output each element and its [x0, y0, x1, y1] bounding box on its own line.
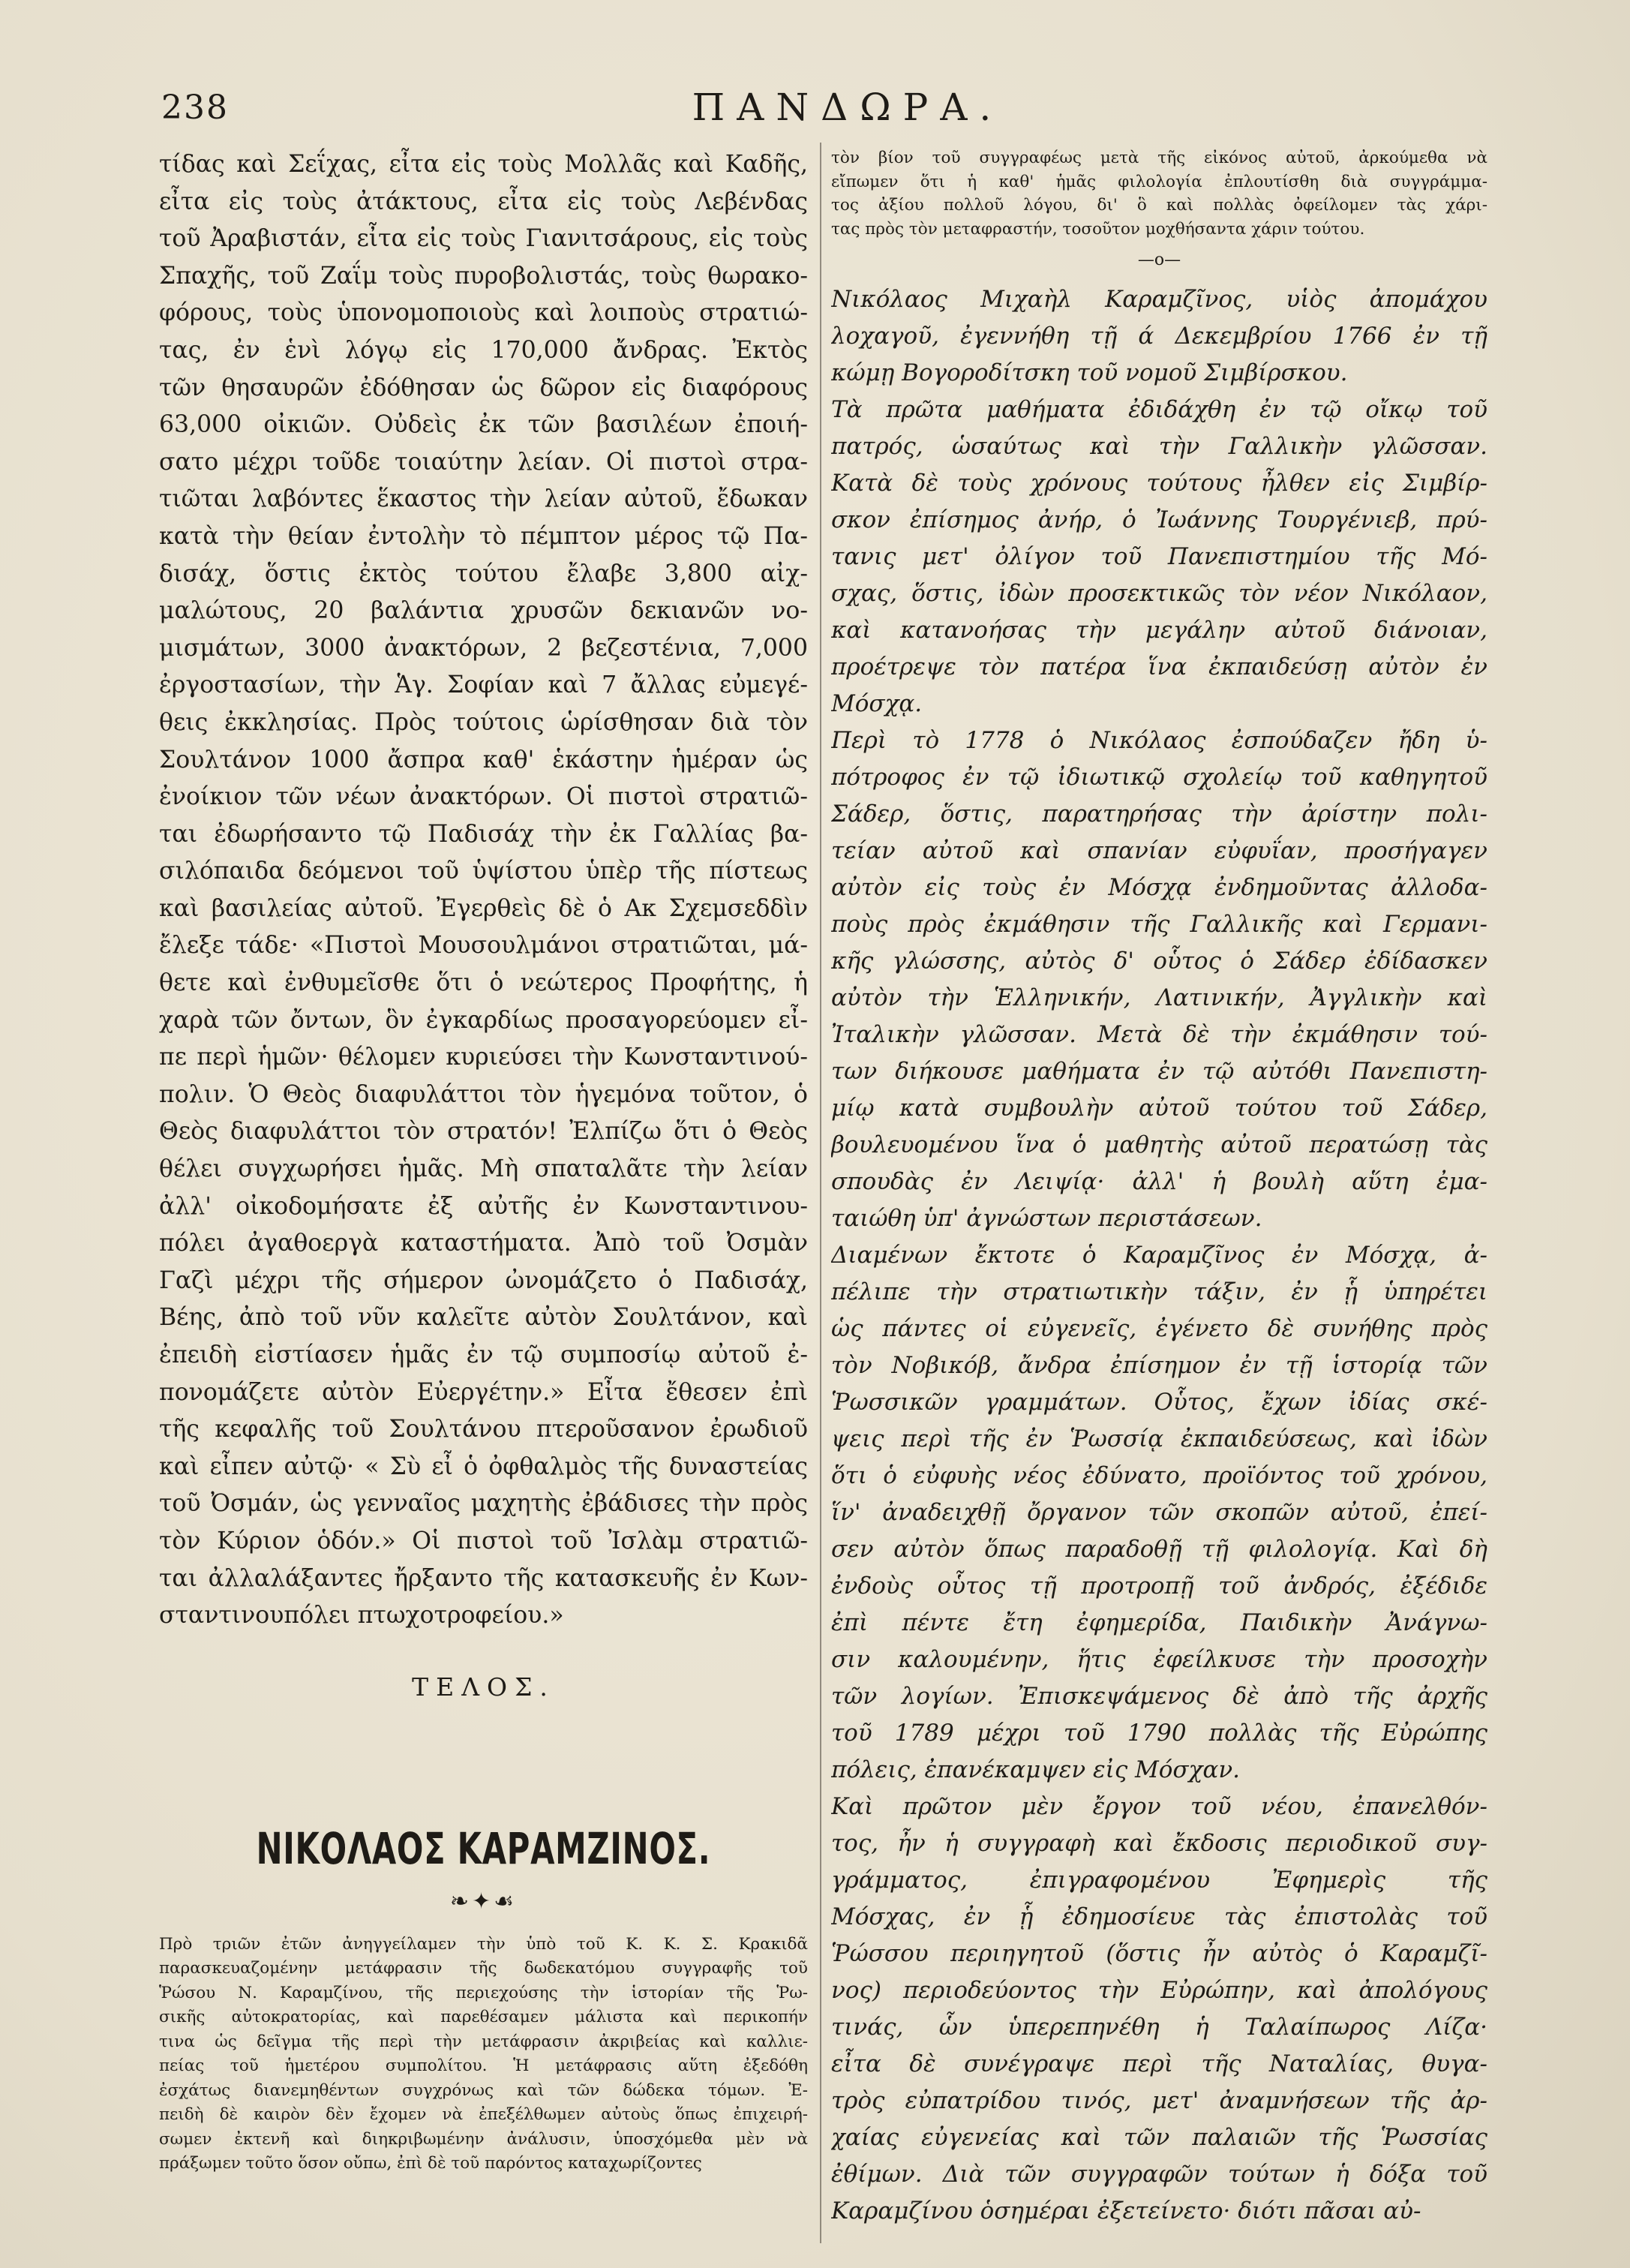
text-line: καὶ βασιλείας αὐτοῦ. Ἐγερθεὶς δὲ ὁ Ακ Σχεμσεδδὶν — [159, 894, 808, 922]
text-line: προέτρεψε τὸν πατέρα ἵνα ἐκπαιδεύσῃ αὐτὸν ἐν — [831, 653, 1487, 680]
text-line: 63,000 οἰκιῶν. Οὐδεὶς ἐκ τῶν βασιλέων ἐποιή- — [159, 411, 808, 439]
left-body-text — [159, 146, 808, 1635]
text-line: κώμῃ Βογοροδίτσκη τοῦ νομοῦ Σιμβίρσκου. — [831, 359, 1348, 386]
text-line: Μόσχᾳ. — [831, 690, 923, 717]
text-line: σιν καλουμένην, ἥτις ἐφείλκυσε τὴν προσοχὴν — [831, 1646, 1487, 1673]
text-line: ποὺς πρὸς ἐκμάθησιν τῆς Γαλλικῆς καὶ Γερμανι- — [831, 911, 1487, 938]
text-line: αὐτὸν εἰς τοὺς ἐν Μόσχᾳ ἐνδημοῦντας ἀλλοδα- — [831, 874, 1487, 901]
text-line: πράξωμεν τοῦτο ὅσον οὔπω, ἐπὶ δὲ τοῦ παρόντος καταχωρίζοντες — [159, 2154, 702, 2173]
text-line: ἐνοίκιον τῶν νέων ἀνακτόρων. Οἱ πιστοὶ στρατιῶ- — [159, 783, 808, 811]
text-line: δισάχ, ὅστις ἐκτὸς τούτου ἔλαβε 3,800 αἰχ- — [159, 560, 808, 587]
text-line: Σπαχῆς, τοῦ Ζαΐμ τοὺς πυροβολιστάς, τοὺς θωρακο- — [159, 262, 808, 290]
text-line: πείας τοῦ ἡμετέρου συμπολίτου. Ἡ μετάφρασις αὕτη ἐξεδόθη — [159, 2056, 808, 2076]
text-line: παρασκευαζομένην μετάφρασιν τῆς δωδεκατόμου συγγραφῆς τοῦ — [159, 1959, 808, 1978]
left-column — [159, 146, 808, 2176]
text-line: γράμματος, ἐπιγραφομένου Ἐφημερὶς τῆς — [831, 1867, 1487, 1894]
text-line: Γαζὶ μέχρι τῆς σήμερον ὠνομάζετο ὁ Παδισάχ, — [159, 1266, 808, 1294]
text-line: Μόσχας, ἐν ᾗ ἐδημοσίευε τὰς ἐπιστολὰς τοῦ — [831, 1903, 1487, 1930]
text-line: Ῥώσου Ν. Καραμζίνου, τῆς περιεχούσης τὴν ἱστορίαν τῆς Ῥω- — [159, 1983, 808, 2002]
text-line: τὸν Νοβικόβ, ἄνδρα ἐπίσημον ἐν τῇ ἱστορίᾳ τῶν — [831, 1352, 1487, 1379]
text-line: λοχαγοῦ, ἐγεννήθη τῇ ά Δεκεμβρίου 1766 ἐν τῇ — [831, 323, 1487, 350]
intro-text — [159, 1933, 808, 2176]
ornament-icon: ❧✦☙ — [449, 1888, 518, 1915]
text-line: εἶτα εἰς τοὺς ἀτάκτους, εἶτα εἰς τοὺς Λεβένδας — [159, 188, 808, 215]
text-line: ψεις περὶ τῆς ἐν Ῥωσσίᾳ ἐκπαιδεύσεως, καὶ ἰδὼν — [831, 1425, 1487, 1452]
text-line: Περὶ τὸ 1778 ὁ Νικόλαος ἐσπούδαζεν ἤδη ὑ- — [831, 727, 1487, 754]
text-line: πολιν. Ὁ Θεὸς διαφυλάττοι τὸν ἡγεμόνα τοῦτον, ὁ — [159, 1080, 808, 1108]
text-line: σικῆς αὐτοκρατορίας, καὶ παρεθέσαμεν μάλιστα καὶ περικοπήν — [159, 2008, 808, 2027]
text-line: πότροφος ἐν τῷ ἰδιωτικῷ σχολείῳ τοῦ καθηγητοῦ — [831, 764, 1487, 791]
text-line: Κατὰ δὲ τοὺς χρόνους τούτους ἦλθεν εἰς Σιμβίρ- — [831, 470, 1487, 497]
text-line: μαλώτους, 20 βαλάντια χρυσῶν δεκιανῶν νο- — [159, 597, 808, 625]
text-line: σεν αὐτὸν ὅπως παραδοθῇ τῇ φιλολογίᾳ. Καὶ δὴ — [831, 1536, 1487, 1563]
text-line: τῶν θησαυρῶν ἐδόθησαν ὡς δῶρον εἰς διαφόρους — [159, 374, 808, 401]
text-line: σωμεν ἐκτενῆ καὶ διηκριβωμένην ἀνάλυσιν, ὑποσχόμεθα μὲν νὰ — [159, 2129, 808, 2149]
text-line: Τὰ πρῶτα μαθήματα ἐδιδάχθη ἐν τῷ οἴκῳ τοῦ — [831, 396, 1487, 423]
text-line: τὸν Κύριον ὁδόν.» Οἱ πιστοὶ τοῦ Ἰσλὰμ στρατιῶ- — [159, 1527, 808, 1555]
text-line: φόρους, τοὺς ὑπονομοποιοὺς καὶ λοιποὺς στρατιώ- — [159, 299, 808, 327]
text-line: μισμάτων, 3000 ἀνακτόρων, 2 βεζεστένια, 7,000 — [159, 634, 808, 662]
text-line: σταντινουπόλει πτωχοτροφείου.» — [159, 1602, 564, 1630]
text-line: τος ἀξίου πολλοῦ λόγου, δι' ὃ καὶ πολλὰς ὀφείλομεν τὰς χάρι- — [831, 196, 1487, 215]
text-line: καὶ κατανοήσας τὴν μεγάλην αὐτοῦ διάνοιαν, — [831, 617, 1487, 644]
text-line: κατὰ τὴν θείαν ἐντολὴν τὸ πέμπτον μέρος τῷ Πα- — [159, 522, 808, 550]
text-line: τινα ὡς δεῖγμα τῆς περὶ τὴν μετάφρασιν ἀκριβείας καὶ καλλιε- — [159, 2032, 808, 2051]
text-line: κῆς γλώσσης, αὐτὸς δ' οὗτος ὁ Σάδερ ἐδίδασκεν — [831, 948, 1487, 975]
text-line: μίῳ κατὰ συμβουλὴν αὐτοῦ τούτου τοῦ Σάδερ, — [831, 1095, 1487, 1122]
text-line: αὐτὸν τὴν Ἑλληνικήν, Λατινικήν, Ἀγγλικὴν καὶ — [831, 984, 1487, 1011]
text-line: τινάς, ὧν ὑπερεπηνέθη ἡ Ταλαίπωρος Λίζα· — [831, 2014, 1487, 2041]
text-line: Πρὸ τριῶν ἐτῶν ἀνηγγείλαμεν τὴν ὑπὸ τοῦ Κ. Κ. Σ. Κρακιδᾶ — [159, 1934, 808, 1954]
text-line: ἀλλ' οἰκοδομήσατε ἐξ αὐτῆς ἐν Κωνσταντινου- — [159, 1192, 808, 1220]
text-line: Βέης, ἀπὸ τοῦ νῦν καλεῖτε αὐτὸν Σουλτάνον, καὶ — [159, 1304, 808, 1332]
text-line: Σουλτάνον 1000 ἄσπρα καθ' ἑκάστην ἡμέραν ὡς — [159, 746, 808, 774]
text-line: τίδας καὶ Σεΐχας, εἶτα εἰς τοὺς Μολλᾶς καὶ Καδῆς, — [159, 151, 808, 178]
text-line: ἐσχάτως διανεμηθέντων συγχρόνως καὶ τῶν δώδεκα τόμων. Ἐ- — [159, 2080, 808, 2100]
text-line: ἐνδοὺς οὗτος τῇ προτροπῇ τοῦ ἀνδρός, ἐξέδιδε — [831, 1573, 1487, 1600]
text-line: ἵν' ἀναδειχθῇ ὄργανον τῶν σκοπῶν αὐτοῦ, ἐπεί- — [831, 1499, 1487, 1526]
text-line: πέλιπε τὴν στρατιωτικὴν τάξιν, ἐν ᾗ ὑπηρέτει — [831, 1278, 1487, 1305]
running-head: ΠΑΝΔΩΡΑ. — [692, 86, 1004, 129]
text-line: Νικόλαος Μιχαὴλ Καραμζῖνος, υἱὸς ἀπομάχου — [831, 286, 1487, 313]
text-line: Ἰταλικὴν γλῶσσαν. Μετὰ δὲ τὴν ἐκμάθησιν τού- — [831, 1021, 1487, 1048]
page-number: 238 — [161, 89, 229, 127]
column-divider — [820, 143, 821, 2243]
text-line: πειδὴ δὲ καιρὸν δὲν ἔχομεν νὰ ἐπεξέλθωμεν αὐτοὺς ὅπως ἐπιχειρή- — [159, 2105, 808, 2125]
text-line: τὸν βίον τοῦ συγγραφέως μετὰ τῆς εἰκόνος αὐτοῦ, ἀρκούμεθα νὰ — [831, 149, 1487, 167]
biography-text — [831, 281, 1487, 2230]
text-line: πατρός, ὡσαύτως καὶ τὴν Γαλλικὴν γλῶσσαν. — [831, 433, 1487, 460]
text-line: θετε καὶ ἐνθυμεῖσθε ὅτι ὁ νεώτερος Προφήτης, ἡ — [159, 969, 808, 997]
text-line: ταιώθη ὑπ' ἀγνώστων περιστάσεων. — [831, 1205, 1262, 1232]
text-line: τος, ἦν ἡ συγγραφὴ καὶ ἔκδοσις περιοδικοῦ συγ- — [831, 1830, 1487, 1857]
text-line: χαρὰ τῶν ὄντων, ὃν ἐγκαρδίως προσαγορεύομεν εἶ- — [159, 1006, 808, 1034]
text-line: σχας, ὅστις, ἰδὼν προσεκτικῶς τὸν νέον Νικόλαον, — [831, 580, 1487, 607]
text-line: τοῦ 1789 μέχρι τοῦ 1790 πολλὰς τῆς Εὐρώπης — [831, 1720, 1487, 1747]
section-divider: —o— — [1137, 251, 1181, 269]
text-line: τοῦ Ὀσμάν, ὡς γενναῖος μαχητὴς ἐβάδισες τὴν πρὸς — [159, 1490, 808, 1518]
text-line: ἐργοστασίων, τὴν Ἁγ. Σοφίαν καὶ 7 ἄλλας εὐμεγέ- — [159, 671, 808, 699]
text-line: ἐθίμων. Διὰ τῶν συγγραφῶν τούτων ἡ δόξα τοῦ — [831, 2161, 1487, 2188]
text-line: ἐπὶ πέντε ἔτη ἐφημερίδα, Παιδικὴν Ἀνάγνω- — [831, 1609, 1487, 1636]
text-line: Θεὸς διαφυλάττοι τὸν στρατόν! Ἐλπίζω ὅτι ὁ Θεὸς — [159, 1118, 808, 1146]
text-line: ὡς πάντες οἱ εὐγενεῖς, ἐγένετο δὲ συνήθης πρὸς — [831, 1315, 1487, 1342]
article-title: ΝΙΚΟΛΑΟΣ ΚΑΡΑΜΖΙΝΟΣ. — [256, 1822, 711, 1874]
text-line: Ῥώσσου περιηγητοῦ (ὅστις ἦν αὐτὸς ὁ Καραμζῖ- — [831, 1940, 1487, 1967]
text-line: τας, ἐν ἑνὶ λόγῳ εἰς 170,000 ἄνδρας. Ἐκτὸς — [159, 336, 808, 364]
text-line: σατο μέχρι τοῦδε τοιαύτην λείαν. Οἱ πιστοὶ στρα- — [159, 448, 808, 476]
text-line: θεις ἐκκλησίας. Πρὸς τούτοις ὡρίσθησαν διὰ τὸν — [159, 708, 808, 736]
text-line: Σάδερ, ὅστις, παρατηρήσας τὴν ἀρίστην πολι- — [831, 801, 1487, 828]
text-line: σιλόπαιδα δεόμενοι τοῦ ὑψίστου ὑπὲρ τῆς πίστεως — [159, 858, 808, 885]
text-line: ὅτι ὁ εὐφυὴς νέος ἐδύνατο, προϊόντος τοῦ χρόνου, — [831, 1462, 1487, 1489]
text-line: πονομάζετε αὐτὸν Εὐεργέτην.» Εἶτα ἔθεσεν ἐπὶ — [159, 1378, 808, 1406]
right-note-text — [831, 146, 1487, 241]
text-line: θέλει συγχωρήσει ἡμᾶς. Μὴ σπαταλᾶτε τὴν λείαν — [159, 1155, 808, 1183]
text-line: βουλευομένου ἵνα ὁ μαθητὴς αὐτοῦ περατώσῃ τὰς — [831, 1131, 1487, 1158]
text-line: σκον ἐπίσημος ἀνήρ, ὁ Ἰωάννης Τουργένιεβ, πρύ- — [831, 506, 1487, 533]
text-line: Καὶ πρῶτον μὲν ἔργον τοῦ νέου, ἐπανελθόν- — [831, 1793, 1487, 1820]
text-line: ται ἐδωρήσαντο τῷ Παδισάχ τὴν ἐκ Γαλλίας βα- — [159, 820, 808, 848]
text-line: νος) περιοδεύοντος τὴν Εὐρώπην, καὶ ἀπολόγους — [831, 1977, 1487, 2004]
text-line: καὶ εἶπεν αὐτῷ· « Σὺ εἶ ὁ ὀφθαλμὸς τῆς δυναστείας — [159, 1452, 808, 1480]
text-line: πόλει ἀγαθοεργὰ καταστήματα. Ἀπὸ τοῦ Ὀσμὰν — [159, 1230, 808, 1257]
text-line: τρὸς εὐπατρίδου τινός, μετ' ἀναμνήσεων τῆς ἀρ- — [831, 2087, 1487, 2114]
text-line: Ῥωσσικῶν γραμμάτων. Οὗτος, ἔχων ἰδίας σκέ- — [831, 1389, 1487, 1416]
text-line: Διαμένων ἔκτοτε ὁ Καραμζῖνος ἐν Μόσχᾳ, ἀ- — [831, 1242, 1487, 1269]
text-line: πε περὶ ἡμῶν· θέλομεν κυριεύσει τὴν Κωνσταντινού- — [159, 1044, 808, 1071]
text-line: ἔλεξε τάδε· «Πιστοὶ Μουσουλμάνοι στρατιῶται, μά- — [159, 932, 808, 960]
text-line: τείαν αὐτοῦ καὶ σπανίαν εὐφυΐαν, προσήγαγεν — [831, 837, 1487, 864]
text-line: τανις μετ' ὀλίγον τοῦ Πανεπιστημίου τῆς Μό- — [831, 543, 1487, 570]
text-line: εἴπωμεν ὅτι ἡ καθ' ἡμᾶς φιλολογία ἐπλουτίσθη διὰ συγγράμμα- — [831, 172, 1487, 191]
text-line: των διήκουσε μαθήματα ἐν τῷ αὐτόθι Πανεπιστη- — [831, 1058, 1487, 1085]
text-line: τοῦ Ἀραβιστάν, εἶτα εἰς τοὺς Γιανιτσάρους, εἰς τοὺς — [159, 225, 808, 253]
right-column — [831, 146, 1487, 2230]
text-line: ἐπειδὴ εἰστίασεν ἡμᾶς ἐν τῷ συμποσίῳ αὐτοῦ ἐ- — [159, 1341, 808, 1368]
text-line: ται ἀλλαλάξαντες ἤρξαντο τῆς κατασκευῆς ἐν Κων- — [159, 1564, 808, 1592]
text-line: τῆς κεφαλῆς τοῦ Σουλτάνου πτεροῦσανον ἐρωδιοῦ — [159, 1416, 808, 1443]
text-line: εἶτα δὲ συνέγραψε περὶ τῆς Ναταλίας, θυγα- — [831, 2050, 1487, 2077]
text-line: Καραμζίνου ὁσημέραι ἐξετείνετο· διότι πᾶσαι αὐ- — [831, 2197, 1421, 2224]
end-mark: ΤΕΛΟΣ. — [412, 1672, 555, 1702]
text-line: τῶν λογίων. Ἐπισκεψάμενος δὲ ἀπὸ τῆς ἀρχῆς — [831, 1683, 1487, 1710]
text-line: σπουδὰς ἐν Λειψίᾳ· ἀλλ' ἡ βουλὴ αὕτη ἐμα- — [831, 1168, 1487, 1195]
text-line: τας πρὸς τὸν μεταφραστήν, τοσοῦτον μοχθήσαντα χάριν τούτου. — [831, 219, 1365, 239]
text-line: πόλεις, ἐπανέκαμψεν εἰς Μόσχαν. — [831, 1756, 1241, 1783]
text-line: τιῶται λαβόντες ἕκαστος τὴν λείαν αὐτοῦ, ἔδωκαν — [159, 485, 808, 513]
text-line: χαίας εὐγενείας καὶ τῶν παλαιῶν τῆς Ῥωσσίας — [831, 2124, 1487, 2151]
